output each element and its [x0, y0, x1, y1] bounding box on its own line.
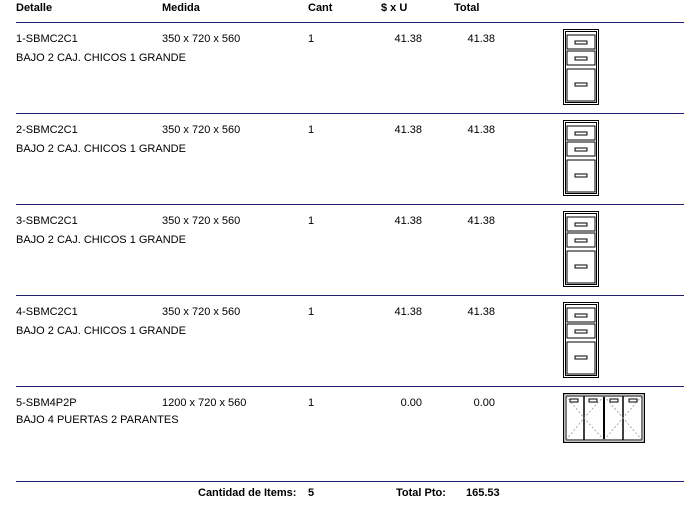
- column-header-medida: Medida: [162, 2, 200, 14]
- item-row: [0, 296, 684, 386]
- item-description: BAJO 2 CAJ. CHICOS 1 GRANDE: [16, 325, 186, 337]
- item-cant: 1: [308, 33, 315, 45]
- item-precio: 41.38: [394, 33, 422, 45]
- four-door-cabinet-icon: [563, 393, 645, 443]
- item-code: 5-SBM4P2P: [16, 397, 77, 409]
- item-total: 0.00: [473, 397, 495, 409]
- item-description: BAJO 2 CAJ. CHICOS 1 GRANDE: [16, 234, 186, 246]
- item-cant: 1: [308, 124, 315, 136]
- column-header-cant: Cant: [308, 2, 333, 14]
- item-cant: 1: [308, 397, 315, 409]
- item-total: 41.38: [467, 306, 495, 318]
- item-total: 41.38: [467, 124, 495, 136]
- item-row: [0, 387, 684, 477]
- item-cant: 1: [308, 215, 315, 227]
- item-description: BAJO 4 PUERTAS 2 PARANTES: [16, 414, 179, 426]
- item-cant: 1: [308, 306, 315, 318]
- column-header-detalle: Detalle: [16, 2, 53, 14]
- item-total: 41.38: [467, 33, 495, 45]
- items-count-label: Cantidad de Items:: [198, 487, 297, 499]
- item-row: [0, 23, 684, 113]
- item-code: 3-SBMC2C1: [16, 215, 78, 227]
- item-medida: 350 x 720 x 560: [162, 306, 241, 318]
- item-medida: 350 x 720 x 560: [162, 215, 241, 227]
- item-row: [0, 114, 684, 204]
- drawer-cabinet-icon: [563, 29, 599, 105]
- items-count-value: 5: [308, 487, 315, 499]
- item-medida: 350 x 720 x 560: [162, 33, 241, 45]
- total-value: 165.53: [466, 487, 500, 499]
- item-precio: 41.38: [394, 124, 422, 136]
- footer-divider: [16, 481, 684, 482]
- item-code: 4-SBMC2C1: [16, 306, 78, 318]
- column-header-total: Total: [454, 2, 480, 14]
- drawer-cabinet-icon: [563, 211, 599, 287]
- item-description: BAJO 2 CAJ. CHICOS 1 GRANDE: [16, 143, 186, 155]
- item-description: BAJO 2 CAJ. CHICOS 1 GRANDE: [16, 52, 186, 64]
- drawer-cabinet-icon: [563, 120, 599, 196]
- item-row: [0, 205, 684, 295]
- item-medida: 350 x 720 x 560: [162, 124, 241, 136]
- item-code: 1-SBMC2C1: [16, 33, 78, 45]
- total-label: Total Pto:: [396, 487, 446, 499]
- column-header-precio-unit: $ x U: [381, 2, 408, 14]
- item-code: 2-SBMC2C1: [16, 124, 78, 136]
- item-precio: 41.38: [394, 215, 422, 227]
- drawer-cabinet-icon: [563, 302, 599, 378]
- item-medida: 1200 x 720 x 560: [162, 397, 247, 409]
- item-precio: 0.00: [400, 397, 422, 409]
- item-total: 41.38: [467, 215, 495, 227]
- item-precio: 41.38: [394, 306, 422, 318]
